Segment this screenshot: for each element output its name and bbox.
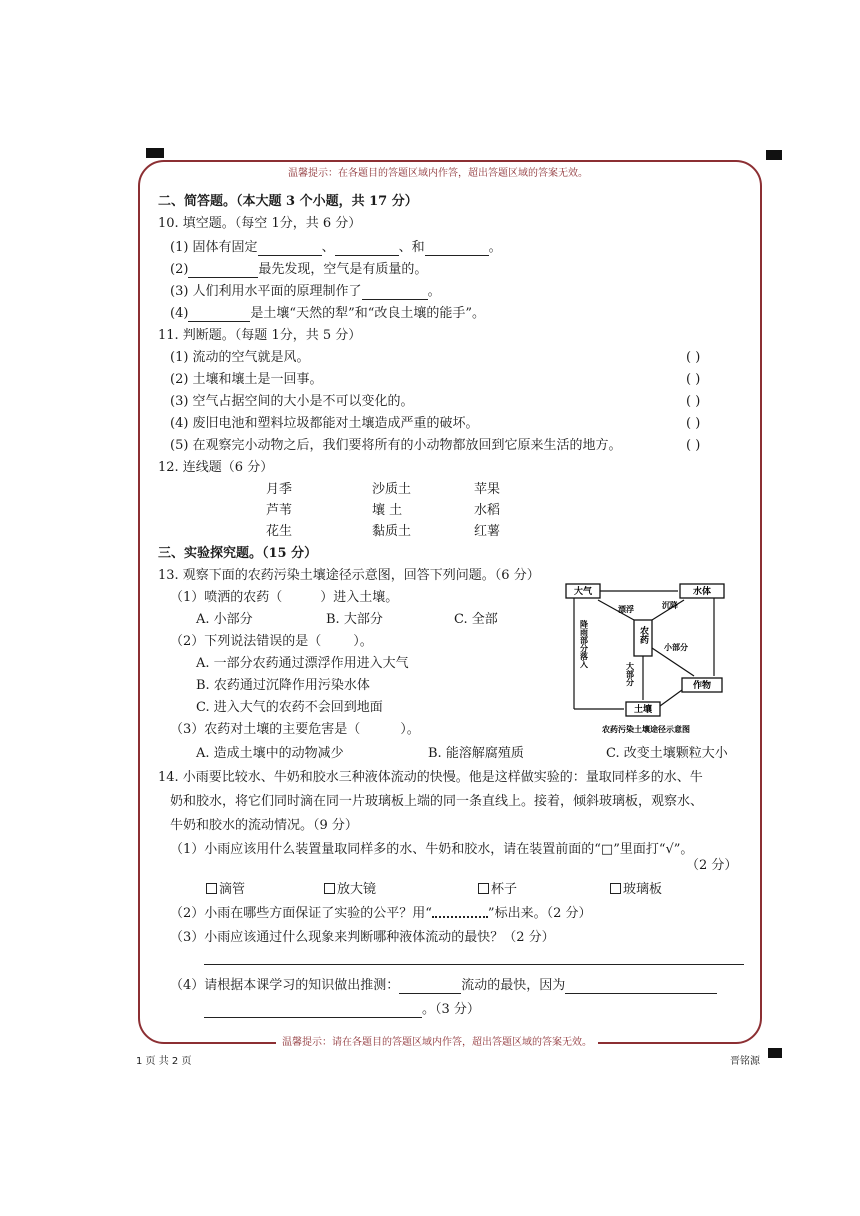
- diagram-label-small: 小部分: [664, 643, 688, 652]
- q12-col3-2: 水稻: [474, 503, 501, 518]
- checkbox-magnifier[interactable]: [324, 883, 335, 894]
- q11-title: 11. 判断题。（每题 1分，共 5 分）: [158, 328, 362, 343]
- diagram-label-air: 大气: [573, 587, 593, 597]
- q10-line2: (2) 最先发现，空气是有质量的。: [170, 262, 428, 277]
- q14-s1: （1）小雨应该用什么装置量取同样多的水、牛奶和胶水，请在装置前面的“□”里面打“√”。: [170, 842, 694, 857]
- page-number: 1 页 共 2 页: [136, 1056, 192, 1067]
- q11-answer-2[interactable]: ( ): [686, 372, 701, 387]
- wavy-underline-icon: [432, 910, 488, 918]
- pesticide-pathway-diagram: [560, 580, 740, 740]
- q12-col3-3: 红薯: [474, 524, 501, 539]
- bottom-tip: 温馨提示：请在各题目的答题区域内作答，超出答题区域的答案无效。: [276, 1033, 598, 1048]
- q12-col1-2: 芦苇: [266, 503, 293, 518]
- diagram-label-water: 水体: [692, 587, 712, 597]
- q12-col2-1: 沙质土: [372, 482, 412, 497]
- brand-mark: 晋铭源: [730, 1056, 760, 1067]
- registration-mark-top-right: [766, 150, 782, 160]
- diagram-label-crop: 作物: [692, 681, 712, 691]
- diagram-caption: 农药污染土壤途径示意图: [602, 725, 690, 734]
- section2-heading: 二、简答题。（本大题 3 个小题，共 17 分）: [158, 194, 418, 209]
- q11-item-1: (1) 流动的空气就是风。: [170, 350, 310, 365]
- top-tip: 温馨提示：在各题目的答题区域内作答，超出答题区域的答案无效。: [282, 164, 594, 179]
- q11-item-5: (5) 在观察完小动物之后，我们要将所有的小动物都放回到它原来生活的地方。: [170, 438, 622, 453]
- registration-mark-bottom-right: [768, 1048, 782, 1058]
- diagram-label-settle: 沉降: [662, 601, 678, 610]
- registration-mark-top-left: [146, 148, 164, 158]
- q10-line1: (1) 固体有固定 、 、和 。: [170, 240, 502, 255]
- q13-s1: （1）喷洒的农药（ ）进入土壤。: [170, 590, 399, 605]
- q14-para-3: 牛奶和胶水的流动情况。（9 分）: [170, 818, 358, 833]
- q14-s3-answer-line[interactable]: [204, 964, 744, 965]
- q14-s4: （4）请根据本课学习的知识做出推测： 流动的最快，因为: [170, 978, 717, 994]
- q12-title: 12. 连线题（6 分）: [158, 460, 274, 475]
- q12-col1-1: 月季: [266, 482, 293, 497]
- q13-s1-opt-c: C. 全部: [454, 612, 498, 627]
- q13-s2-opt-b: B. 农药通过沉降作用污染水体: [196, 678, 370, 693]
- q14-opt-glass-plate[interactable]: 玻璃板: [610, 882, 662, 898]
- q10-title: 10. 填空题。（每空 1分，共 6 分）: [158, 216, 362, 231]
- q13-s1-opt-a: A. 小部分: [196, 612, 253, 627]
- q11-answer-5[interactable]: ( ): [686, 438, 701, 453]
- arrow-pesticide-to-crop: [652, 648, 694, 676]
- diagram-label-float: 漂浮: [618, 605, 634, 614]
- diagram-label-rain: 降雨部分落入: [579, 620, 589, 668]
- q14-s2: （2）小雨在哪些方面保证了实验的公平？用“ ”标出来。（2 分）: [170, 906, 592, 921]
- q10-line4: (4) 是土壤“天然的犁”和“改良土壤的能手”。: [170, 306, 486, 321]
- q14-s4-end: 。（3 分）: [204, 1002, 480, 1018]
- q13-s2-opt-c: C. 进入大气的农药不会回到地面: [196, 700, 383, 715]
- diagram-label-soil: 土壤: [633, 705, 653, 715]
- q13-s1-opt-b: B. 大部分: [326, 612, 383, 627]
- section3-heading: 三、实验探究题。（15 分）: [158, 546, 318, 561]
- q14-opt-magnifier[interactable]: 放大镜: [324, 882, 376, 898]
- q11-item-2: (2) 土壤和壤土是一回事。: [170, 372, 323, 387]
- q13-s3: （3）农药对土壤的主要危害是（ ）。: [170, 722, 420, 737]
- q13-s3-opt-b: B. 能溶解腐殖质: [428, 746, 524, 761]
- q10-line3: (3) 人们利用水平面的原理制作了 。: [170, 284, 441, 299]
- q14-para-2: 奶和胶水，将它们同时滴在同一片玻璃板上端的同一条直线上。接着，倾斜玻璃板，观察水、: [170, 794, 704, 809]
- q11-item-3: (3) 空气占据空间的大小是不可以变化的。: [170, 394, 414, 409]
- checkbox-dropper[interactable]: [206, 883, 217, 894]
- checkbox-cup[interactable]: [478, 883, 489, 894]
- q14-opt-cup[interactable]: 杯子: [478, 882, 517, 898]
- q13-title: 13. 观察下面的农药污染土壤途径示意图，回答下列问题。（6 分）: [158, 568, 540, 583]
- diagram-label-most: 大部分: [625, 662, 635, 686]
- checkbox-glass-plate[interactable]: [610, 883, 621, 894]
- q13-s3-opt-c: C. 改变土壤颗粒大小: [606, 746, 728, 761]
- q14-para-1: 14. 小雨要比较水、牛奶和胶水三种液体流动的快慢。他是这样做实验的：量取同样多的水、牛: [158, 770, 703, 785]
- diagram-label-pesticide: 农药: [638, 626, 648, 644]
- q13-s3-opt-a: A. 造成土壤中的动物减少: [196, 746, 344, 761]
- q12-col3-1: 苹果: [474, 482, 501, 497]
- q14-opt-dropper[interactable]: 滴管: [206, 882, 245, 898]
- q11-item-4: (4) 废旧电池和塑料垃圾都能对土壤造成严重的破坏。: [170, 416, 479, 431]
- q11-answer-4[interactable]: ( ): [686, 416, 701, 431]
- q13-s2: （2）下列说法错误的是（ ）。: [170, 634, 373, 649]
- q12-col2-3: 黏质土: [372, 524, 412, 539]
- q11-answer-3[interactable]: ( ): [686, 394, 701, 409]
- q12-col2-2: 壤 土: [372, 503, 403, 518]
- q11-answer-1[interactable]: ( ): [686, 350, 701, 365]
- q12-col1-3: 花生: [266, 524, 293, 539]
- q13-s2-opt-a: A. 一部分农药通过漂浮作用进入大气: [196, 656, 409, 671]
- q14-s3: （3）小雨应该通过什么现象来判断哪种液体流动的最快？（2 分）: [170, 930, 555, 945]
- arrow-crop-to-soil: [660, 690, 682, 706]
- q14-s1-points: （2 分）: [686, 858, 738, 873]
